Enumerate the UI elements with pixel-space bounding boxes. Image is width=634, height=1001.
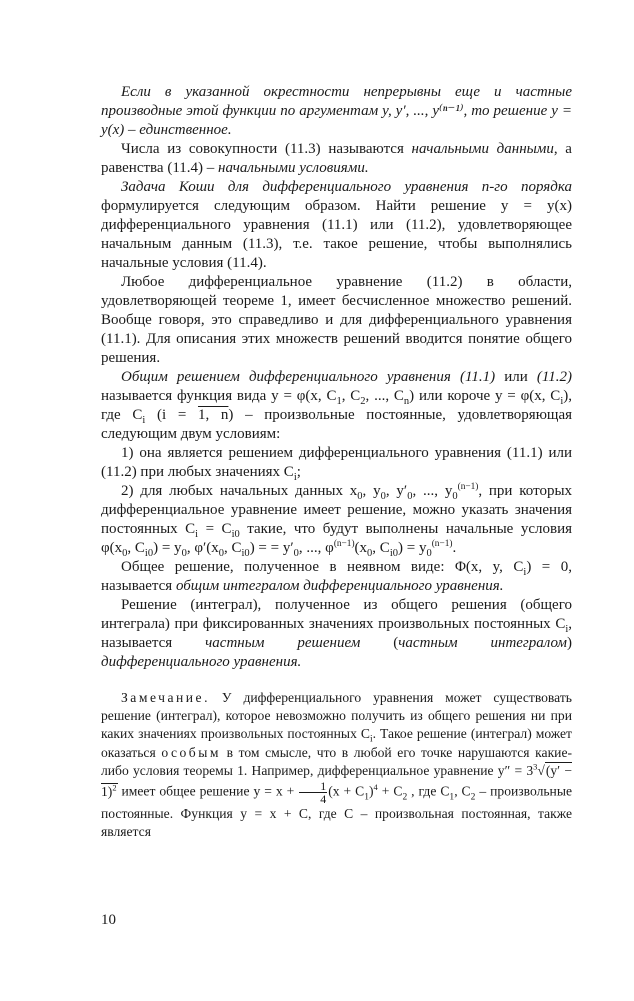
paragraph-general-integral: Общее решение, полученное в неявном виде: Φ(x, y, $C_i) = 0$, называется общим интегралом дифференциального уравнения. <box>101 559 572 594</box>
remark: Замечание. У дифференциального уравнения может существовать решение (интеграл), которое невозможно получить из общего решения ни при каких значениях произвольных постоянных $C_i$. Такое решение (интеграл) может оказаться особым в том смысле, что в любой его точке нарушаются какие-либо условия теоремы 1. Например, дифференциальное уравнение $y'' = 3^3√(y' - 1)^2$ имеет общее решение y = x + $\frac{1}{4}$ $(x + C_1)^4 + C_2$ , где $C_1$, $C_2$ – произвольные постоянные. Функция y = x + C, где C – произвольная постоянная, также является <box>101 690 573 840</box>
page-number: 10 <box>101 912 116 928</box>
special-term: особым <box>161 744 221 760</box>
paragraph-general-solution-definition: Общим решением дифференциального уравнения (11.1) или (11.2) называется функция вида y = φ(x, $C_1$, $C_2$, ..., $C_n$) или короче y = φ(x, $C_i$), где $C_i$ (i = 1, n) – произвольные постоянные, удовлетворяющая следующим двум условиям: <box>101 369 573 442</box>
condition-2: 2) для любых начальных данных $x_0$, $y_0$, $y'_0$, ..., $y_0^{(n-1)}$, при которых дифференциальное уравнение имеет решение, можно указать значения постоянных $C_i = C_{i0}$ такие, что будут выполнены начальные условия $\varphi(x_0$, $C_{i0}) = y_0$, $\varphi'(x_0$, $C_{i0}$) = = $y'_0$, ..., $\varphi^{(n-1)}(x_0$, $C_{i0}) = y_0^{(n-1)}$. <box>101 482 573 559</box>
condition-1: 1) она является решением дифференциального уравнения (11.1) или (11.2) при любых значениях $C_i$; <box>101 445 572 483</box>
paragraph-infinite-solutions: Любое дифференциальное уравнение (11.2) в области, удовлетворяющей теореме 1, имеет бесчисленное множество решений. Вообще говоря, это справедливо и для дифференциального уравнения (11.1). Для описания этих множеств решений вводится понятие общего решения. <box>101 274 572 366</box>
paragraph-particular-solution: Решение (интеграл), полученное из общего решения (общего интеграла) при фиксированных значениях произвольных постоянных $C_i$, называется частным решением (частным интегралом) дифференциального уравнения. <box>101 597 573 670</box>
theorem-continuation: Если в указанной окрестности непрерывны еще и частные производные этой функции по аргументам y, y′, ..., y⁽ⁿ⁻¹⁾, то решение y = y(x) – единственное. <box>101 84 572 138</box>
paragraph-cauchy-problem: Задача Коши для дифференциального уравнения n-го порядка формулируется следующим образом. Найти решение y = y(x) дифференциального уравнения (11.1) или (11.2), удовлетворяющее начальным данным (11.3), т.е. такое решение, чтобы выполнялись начальные условия (11.4). <box>101 179 572 271</box>
remark-label: Замечание. <box>121 690 210 705</box>
paragraph-initial-data: Числа из совокупности (11.3) называются начальными данными, а равенства (11.4) – начальными условиями. <box>101 141 572 176</box>
section-gap <box>101 672 572 689</box>
fraction-one-quarter: $\frac{1}{4}$ <box>299 780 327 805</box>
cube-root: $(y' - 1)^2$ <box>101 762 572 799</box>
page-body <box>101 83 572 841</box>
